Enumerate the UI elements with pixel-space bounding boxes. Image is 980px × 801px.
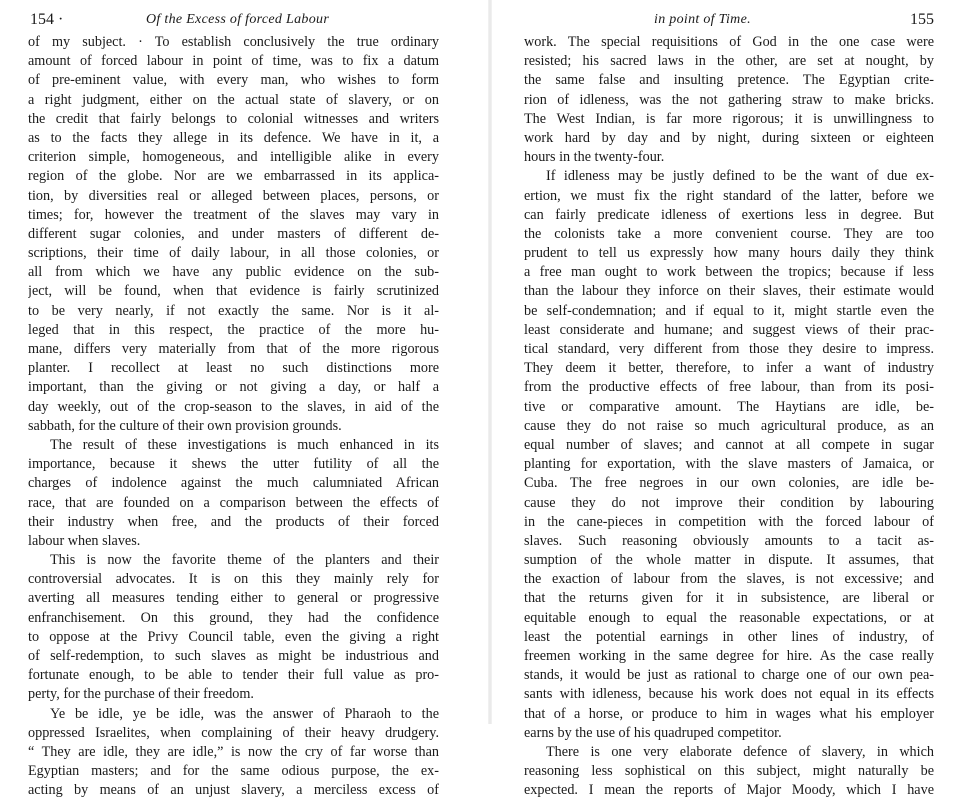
text-line: averting all measures tending either to general or progressive <box>28 590 439 607</box>
text-line: of self-redemption, to such slaves as might be industrious and <box>28 648 439 664</box>
text-line: scriptions, their time of daily labour, in all those colonies, or <box>28 245 439 262</box>
text-line: can fairly predicate idleness of exertions less in degree. But <box>524 206 934 223</box>
text-line: Ye be idle, ye be idle, was the answer of Pharaoh to the <box>50 705 439 722</box>
text-line: sumption of the whole matter in dispute. It assumes, that <box>524 552 934 569</box>
text-line: a free man ought to work between the tropics; because if less <box>524 264 934 281</box>
text-line: that of a horse, or produce to him in wages what his employer <box>524 705 934 722</box>
text-line: as to the facts they allege in its defence. We have in it, a <box>28 129 439 146</box>
right-page <box>490 0 980 799</box>
text-line: planting for exportation, with the slave masters of Jamaica, or <box>524 456 934 473</box>
text-line: region of the globe. Nor are we embarrassed in its applica- <box>28 168 439 185</box>
text-line: tion, by diversities real or alleged between places, persons, or <box>28 187 439 204</box>
right-page-text <box>524 33 934 801</box>
text-line: earns by the use of his quadruped competitor. <box>524 724 782 741</box>
running-title: in point of Time. <box>654 12 751 27</box>
page-number: 155 <box>910 11 934 28</box>
text-line: mane, differs very materially from that of the more rigorous <box>28 341 439 357</box>
text-line: work. The special requisitions of God in the one case were <box>524 34 934 50</box>
text-line: cause they do not improve their condition by labouring <box>524 494 934 511</box>
text-line: cause they do not raise so much agricultural produce, as an <box>524 417 934 434</box>
text-line: of my subject. · To establish conclusively the true ordinary <box>28 34 439 50</box>
text-line: perty, for the purchase of their freedom. <box>28 686 254 703</box>
text-line: resisted; his sacred laws in the other, are set at nought, by <box>524 53 934 70</box>
text-line: sants with idleness, because his work does not equal in its effects <box>524 686 934 703</box>
text-line: criterion simple, homogeneous, and intelligible alike in every <box>28 149 439 166</box>
text-line: least considerate and humane; and suggest views of their prac- <box>524 321 934 338</box>
text-line: the exaction of labour from the slaves, is not excessive; and <box>524 571 934 588</box>
left-page-header <box>30 10 454 30</box>
text-line: in the cane-pieces in competition with the forced labour of <box>524 513 934 530</box>
text-line: ertion, we must fix the right standard of the latter, before we <box>524 187 934 204</box>
text-line: important, than the giving or not giving a day, or half a <box>28 379 439 396</box>
text-line: from the productive effects of free labour, than from its posi- <box>524 379 934 396</box>
text-line: fortunate enough, to be able to tender their full value as pro- <box>28 667 439 684</box>
text-line: race, that are founded on a comparison between the effects of <box>28 494 439 511</box>
text-line: than the labour they inforce on their slaves, their estimate would <box>524 283 934 300</box>
text-line: be self-condemnation; and if equal to it, might startle even the <box>524 302 934 319</box>
text-line: controversial advocates. It is on this they mainly rely for <box>28 571 439 588</box>
text-line: the same false and insulting pretence. The Egyptian crite- <box>524 72 934 89</box>
text-line: oppressed Israelites, when complaining of their heavy drudgery. <box>28 724 439 741</box>
text-line: that the returns given for it in subsistence, are liberal or <box>524 590 934 607</box>
text-line: Egyptian masters; and for the same odious purpose, the ex- <box>28 763 439 780</box>
text-line: to oppose at the Privy Council table, even the giving a right <box>28 628 439 645</box>
text-line: least the potential earnings in other lines of industry, of <box>524 628 934 645</box>
text-line: “ They are idle, they are idle,” is now the cry of far worse than <box>28 743 439 760</box>
running-title: Of the Excess of forced Labour <box>146 12 330 27</box>
text-line: importance, because it shews the utter futility of all the <box>28 456 439 473</box>
text-line: freemen working in the same degree for hire. As the case really <box>524 648 934 664</box>
text-line: tical standard, very different from those they desire to impress. <box>524 341 934 357</box>
right-page-header <box>526 10 934 30</box>
text-line: stands, it would be just as rational to charge one of our own pea- <box>524 667 934 684</box>
text-line: reasoning less sophistical on this subject, might naturally be <box>524 763 934 780</box>
text-line: the colonists take a more convenient course. They are too <box>524 225 934 242</box>
text-line: sabbath, for the culture of their own provision grounds. <box>28 417 342 434</box>
text-line: different sugar colonies, and under masters of different de- <box>28 225 439 242</box>
text-line: ject, will be found, when that evidence is fairly scrutinized <box>28 283 439 300</box>
text-line: the credit that fairly belongs to colonial witnesses and writers <box>28 110 439 127</box>
text-line: charges of indolence against the much calumniated African <box>28 475 439 492</box>
text-line: prudent to tell us expressly how many hours daily they think <box>524 245 934 262</box>
text-line: There is one very elaborate defence of slavery, in which <box>546 743 934 760</box>
text-line: to be very nearly, if not exactly the same. Nor is it al- <box>28 302 439 319</box>
text-line: If idleness may be justly defined to be the want of due ex- <box>546 168 934 185</box>
text-line: equal number of slaves; and cannot at all compete in sugar <box>524 436 934 453</box>
text-line: times; for, however the treatment of the slaves may vary in <box>28 206 439 223</box>
text-line: rion of idleness, was the not gathering straw to make bricks. <box>524 91 934 108</box>
text-line: a right judgment, either on the actual state of slavery, or on <box>28 91 439 108</box>
text-line: equitable enough to equal the reasonable expectations, or at <box>524 609 934 626</box>
text-line: all from which we have any public evidence on the sub- <box>28 264 439 281</box>
text-line: This is now the favorite theme of the planters and their <box>50 552 439 569</box>
text-line: work hard by day and by night, during sixteen or eighteen <box>524 129 934 146</box>
text-line: planter. I recollect at least no such distinctions more <box>28 360 439 377</box>
text-line: The West Indian, is far more rigorous; it is unwillingness to <box>524 110 934 127</box>
text-line: labour when slaves. <box>28 532 141 549</box>
text-line: hours in the twenty-four. <box>524 149 665 166</box>
text-line: The result of these investigations is much enhanced in its <box>50 436 439 453</box>
text-line: of pre-eminent value, with every man, who wishes to form <box>28 72 439 89</box>
text-line: tive or comparative amount. The Haytians are idle, be- <box>524 398 934 415</box>
text-line: expected. I mean the reports of Major Moody, which I have <box>524 782 934 799</box>
text-line: day weekly, out of the crop-season to the slaves, in aid of the <box>28 398 439 415</box>
text-line: enfranchisement. On this ground, they had the confidence <box>28 609 439 626</box>
page-number: 154 · <box>30 11 64 28</box>
text-line: acting by means of an unjust slavery, a merciless excess of <box>28 782 439 799</box>
text-line: They deem it better, therefore, to infer a want of industry <box>524 360 934 377</box>
text-line: their industry when free, and the products of their forced <box>28 513 439 530</box>
left-page <box>0 0 490 799</box>
left-page-text <box>28 33 439 801</box>
text-line: leged that in this respect, the practice of the more hu- <box>28 321 439 338</box>
text-line: amount of forced labour in point of time, was to fix a datum <box>28 53 439 70</box>
text-line: slaves. Such reasoning obviously amounts to a tacit as- <box>524 532 934 549</box>
text-line: Cuba. The free negroes in our own colonies, are idle be- <box>524 475 934 492</box>
